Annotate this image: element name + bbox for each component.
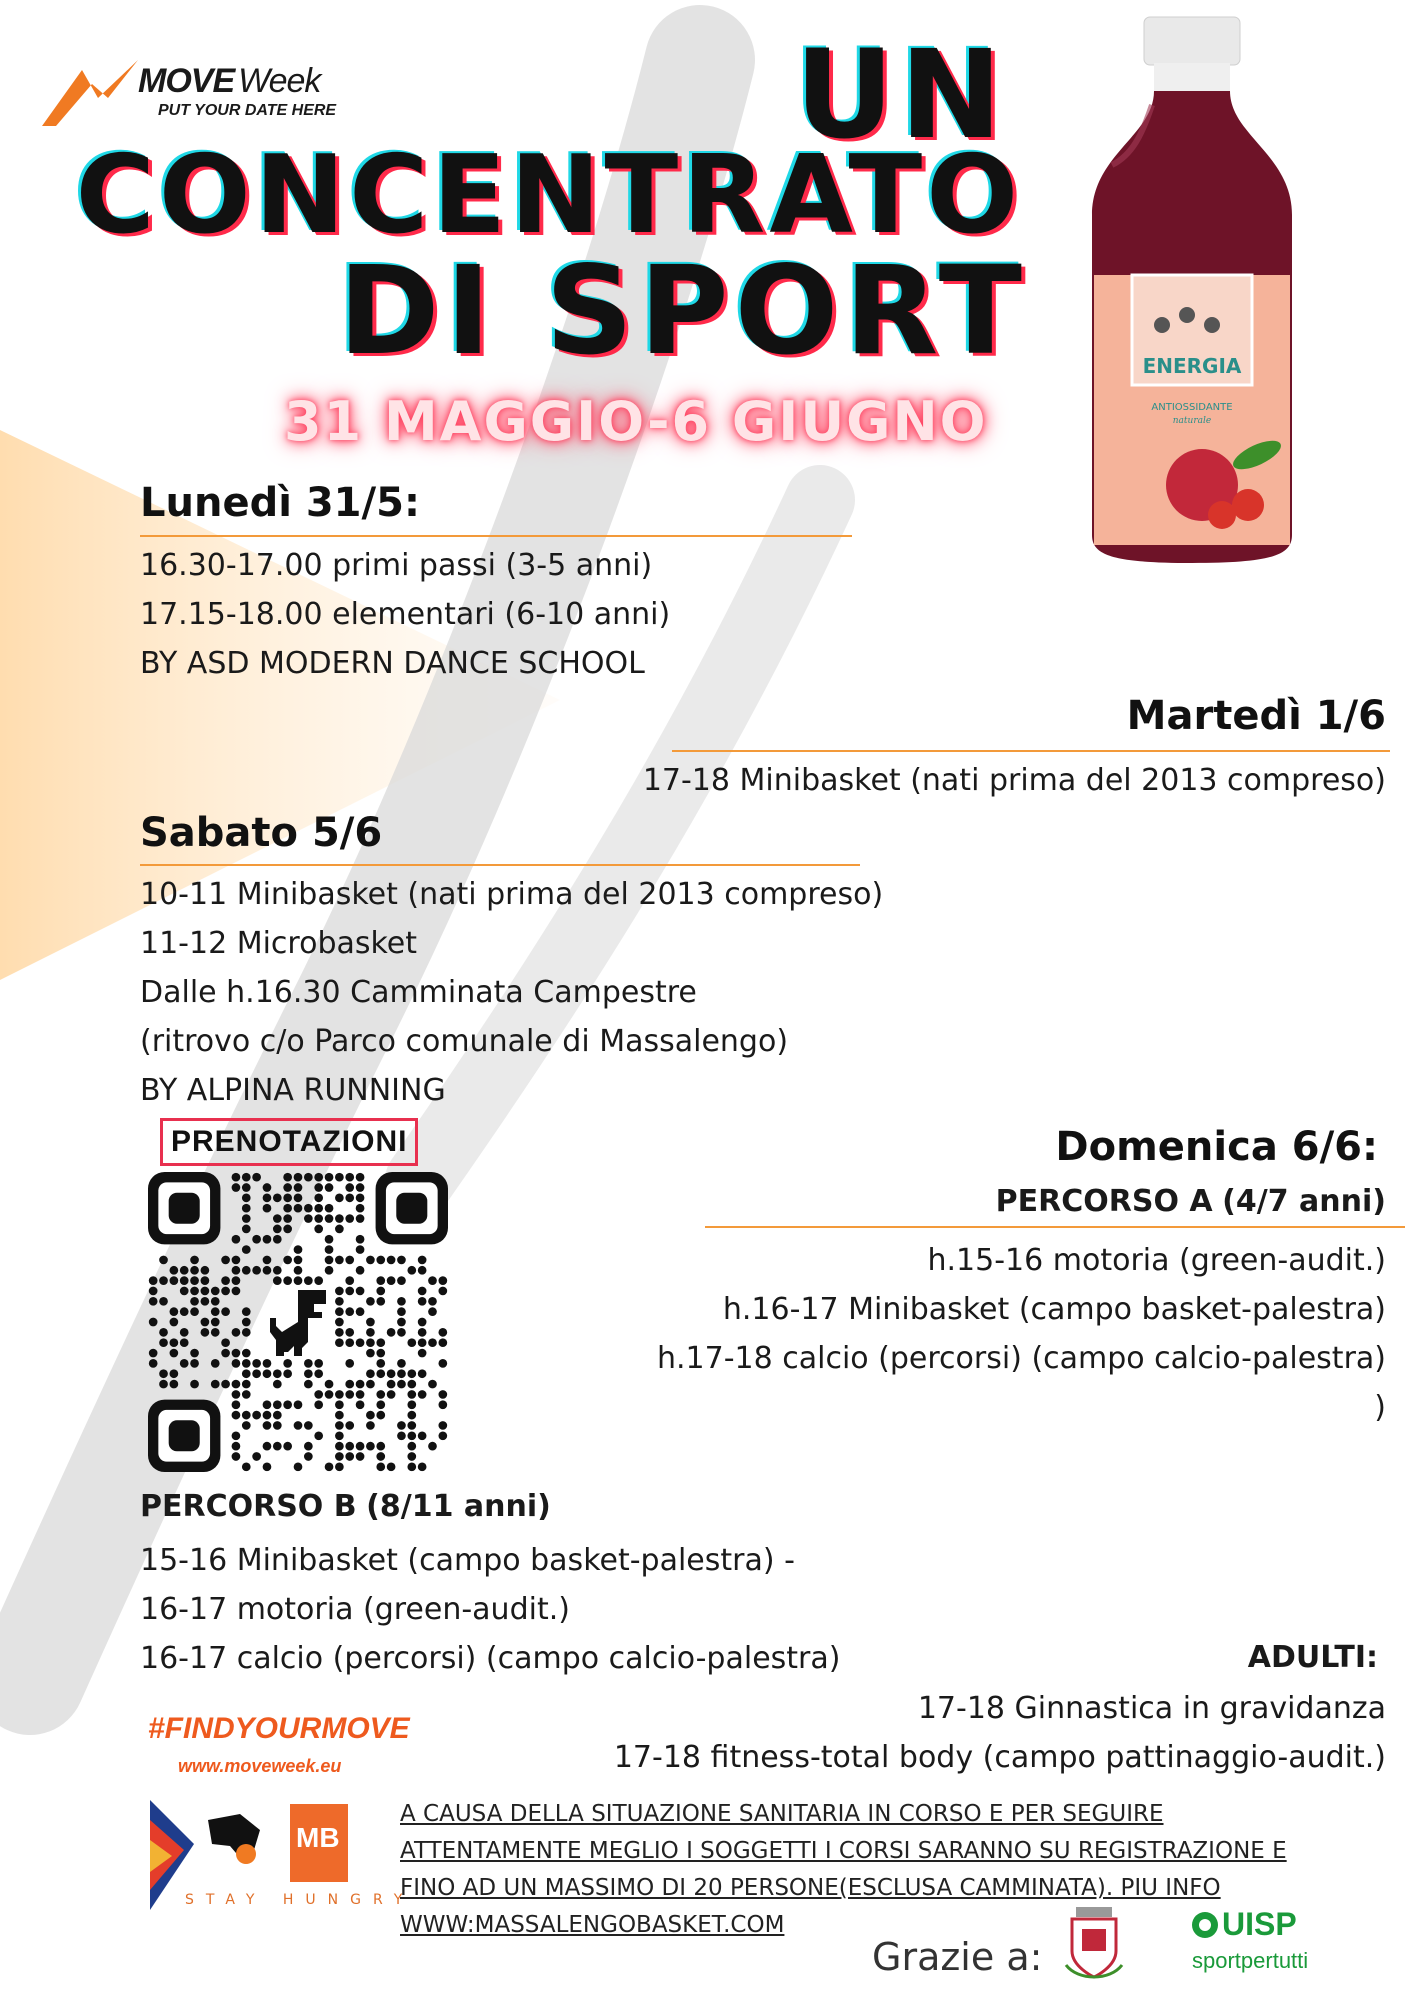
tuesday-heading: Martedì 1/6 (1126, 693, 1386, 739)
saturday-line-4: (ritrovo c/o Parco comunale di Massalengo) (140, 1024, 789, 1059)
percorso-b-age: (8/11 anni) (366, 1489, 551, 1524)
uisp-sub: sportpertutti (1192, 1948, 1309, 1973)
uisp-logo-icon (1190, 1910, 1220, 1940)
percorso-b-line-1: 15-16 Minibasket (campo basket-palestra) - (140, 1543, 795, 1578)
monday-line-3: BY ASD MODERN DANCE SCHOOL (140, 646, 645, 681)
title-line-2: CONCENTRATO (75, 133, 1022, 258)
monday-line-2: 17.15-18.00 elementari (6-10 anni) (140, 597, 671, 632)
logo-move: MOVE (138, 62, 235, 100)
municipality-crest-icon (1064, 1905, 1124, 1985)
hashtag-findyourmove: #FINDYOURMOVE (148, 1712, 410, 1745)
bottle-sub: ANTIOSSIDANTE (1151, 402, 1233, 413)
juice-bottle-image (1072, 15, 1312, 565)
adults-label: ADULTI: (1247, 1640, 1378, 1675)
saturday-line-5: BY ALPINA RUNNING (140, 1073, 446, 1108)
thanks-label: Grazie a: (872, 1935, 1043, 1979)
moveweek-logo (42, 58, 342, 128)
tuesday-line-1: 17-18 Minibasket (nati prima del 2013 compreso) (642, 763, 1386, 798)
uisp-label: UISP (1222, 1906, 1297, 1942)
saturday-line-3: Dalle h.16.30 Camminata Campestre (140, 975, 697, 1010)
percorso-b-label (140, 1489, 551, 1524)
qr-code[interactable] (148, 1172, 448, 1472)
bottle-sub2: naturale (1172, 416, 1212, 426)
notice-line-4[interactable]: WWW:MASSALENGOBASKET.COM (400, 1912, 785, 1938)
sunday-heading: Domenica 6/6: (1055, 1124, 1378, 1170)
moveweek-logo-mark-icon (42, 58, 142, 128)
percorso-a-name: PERCORSO A (995, 1184, 1213, 1219)
monday-line-1: 16.30-17.00 primi passi (3-5 anni) (140, 548, 653, 583)
percorso-b-name: PERCORSO B (140, 1489, 357, 1524)
logo-week: Week (238, 62, 321, 100)
percorso-b-line-3: 16-17 calcio (percorsi) (campo calcio-palestra) (140, 1641, 841, 1676)
monday-rule (140, 535, 852, 537)
title-line-1: UN (794, 24, 1008, 166)
moveweek-url[interactable]: www.moveweek.eu (178, 1756, 342, 1776)
percorso-a-line-1: h.15-16 motoria (green-audit.) (927, 1243, 1386, 1278)
percorso-a-label (996, 1184, 1386, 1219)
percorso-a-line-2: h.16-17 Minibasket (campo basket-palestra) (722, 1292, 1386, 1327)
percorso-b-line-2: 16-17 motoria (green-audit.) (140, 1592, 570, 1627)
logo-tagline: PUT YOUR DATE HERE (158, 102, 337, 119)
mb-logo-text: MB (296, 1822, 340, 1853)
adults-line-1: 17-18 Ginnastica in gravidanza (917, 1691, 1386, 1726)
event-dates: 31 MAGGIO-6 GIUGNO (284, 390, 988, 453)
saturday-line-1: 10-11 Minibasket (nati prima del 2013 compreso) (140, 877, 884, 912)
notice-line-3: FINO AD UN MASSIMO DI 20 PERSONE(ESCLUSA CAMMINATA). PIU INFO (400, 1875, 1221, 1901)
title-line-3: DI SPORT (338, 240, 1028, 382)
percorso-a-line-4: ) (1374, 1390, 1386, 1425)
adults-line-2: 17-18 fitness-total body (campo pattinaggio-audit.) (613, 1740, 1386, 1775)
percorso-a-age: (4/7 anni) (1222, 1184, 1386, 1219)
tuesday-rule (672, 750, 1390, 752)
percorso-a-line-3: h.17-18 calcio (percorsi) (campo calcio-palestra) (656, 1341, 1386, 1376)
qr-center-dino-icon (270, 1290, 326, 1356)
stay-hungry: STAY HUNGRY (185, 1892, 415, 1908)
booking-label: PRENOTAZIONI (160, 1118, 418, 1166)
notice-line-2: ATTENTAMENTE MEGLIO I SOGGETTI I CORSI SARANNO SU REGISTRAZIONE E (400, 1838, 1287, 1864)
saturday-line-2: 11-12 Microbasket (140, 926, 418, 961)
monday-heading: Lunedì 31/5: (140, 480, 420, 526)
percorso-a-rule (705, 1226, 1405, 1228)
saturday-heading: Sabato 5/6 (140, 810, 383, 856)
notice-line-1: A CAUSA DELLA SITUAZIONE SANITARIA IN CORSO E PER SEGUIRE (400, 1801, 1164, 1827)
saturday-rule (140, 864, 860, 866)
bottle-label: ENERGIA (1142, 354, 1242, 378)
